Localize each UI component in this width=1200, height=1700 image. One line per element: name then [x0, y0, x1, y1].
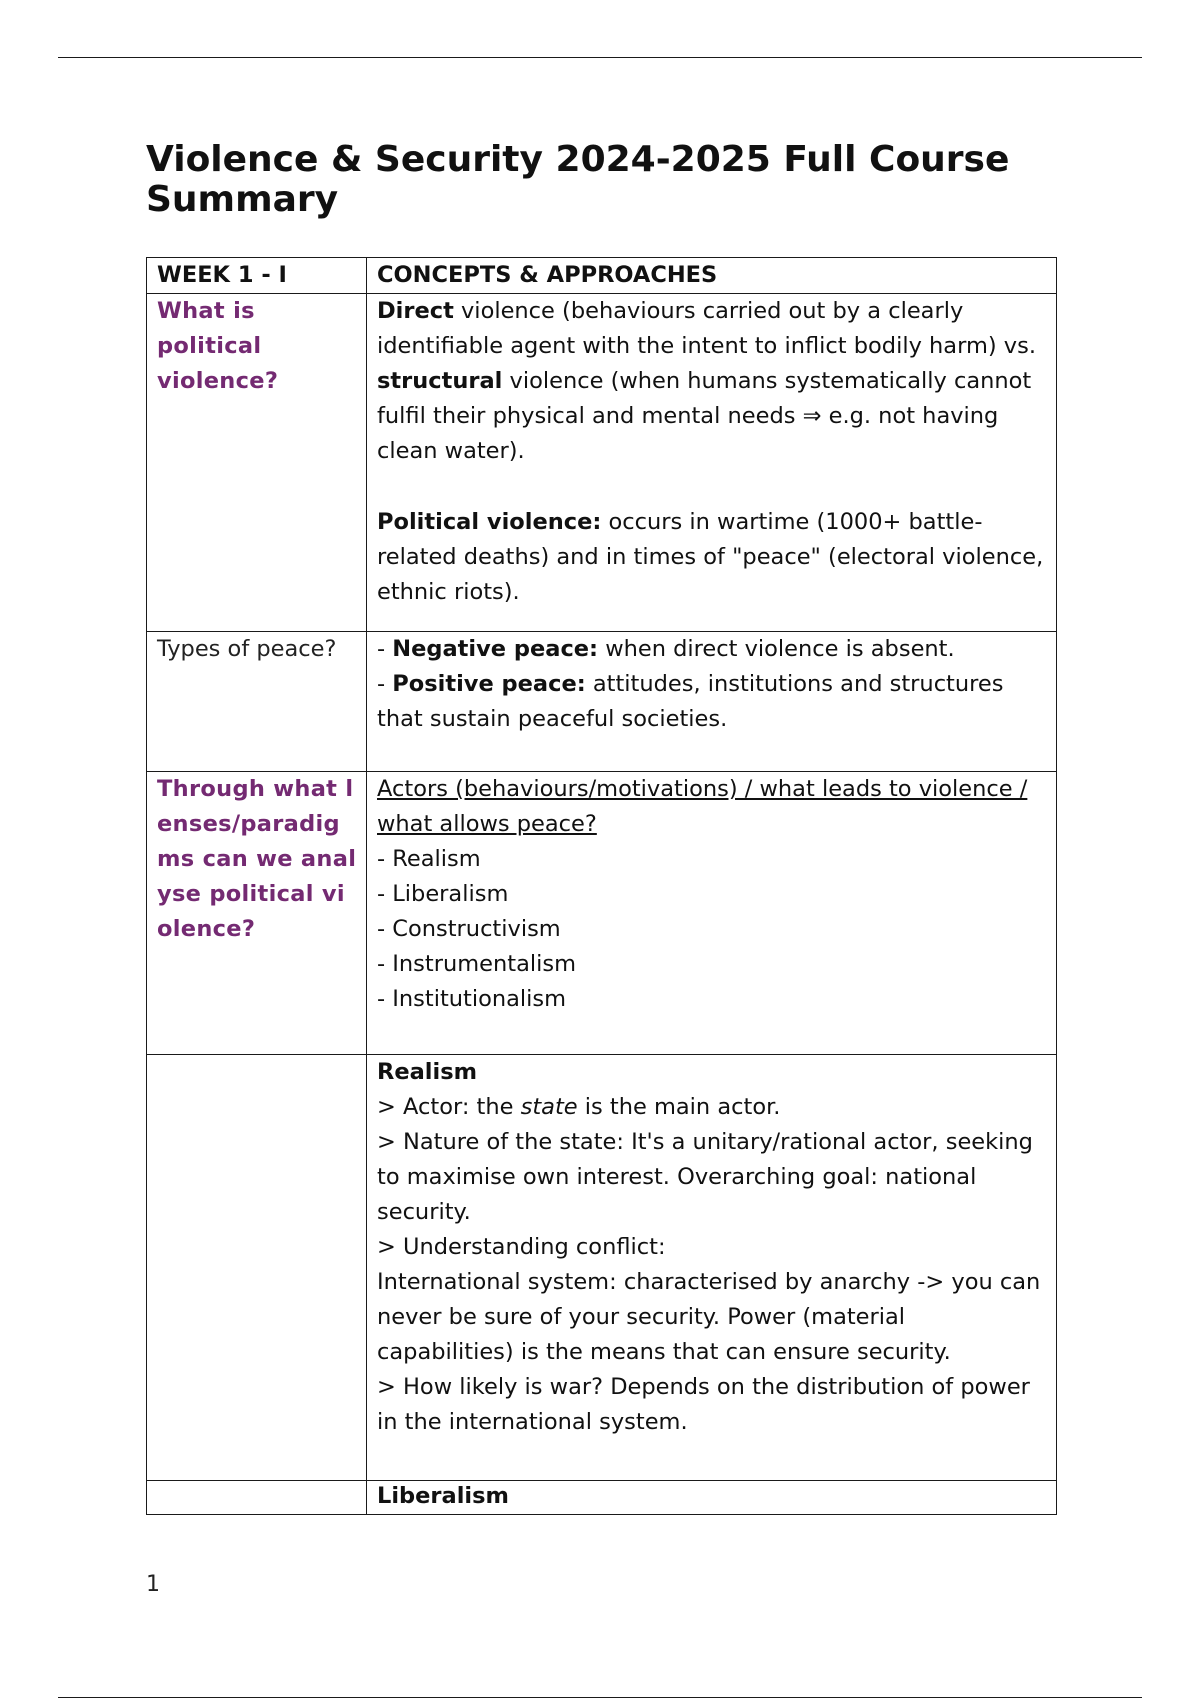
dash: -	[377, 671, 393, 697]
table-header-row	[147, 258, 1057, 294]
realism-heading	[377, 1055, 1048, 1090]
realism-war-line: > How likely is war? Depends on the distribution of power in the international system.	[377, 1374, 1030, 1435]
term-structural: structural	[377, 368, 503, 394]
negative-peace-line	[377, 632, 1048, 667]
answer-cell	[367, 1055, 1057, 1481]
direct-definition: violence (behaviours carried out by a clearly identifiable agent with the intent to inflict bodily harm) vs.	[377, 298, 1036, 359]
term-negative-peace: Negative peace:	[392, 636, 599, 662]
structural-definition: violence (when humans systematically cannot fulfil their physical and mental needs ⇒ e.g. not having clean water).	[377, 368, 1032, 464]
top-rule	[58, 57, 1142, 58]
liberalism-heading: Liberalism	[377, 1483, 509, 1509]
actor-prefix: > Actor: the	[377, 1094, 521, 1120]
realism-heading-text: Realism	[377, 1059, 478, 1085]
paradigm-item-institutionalism: - Institutionalism	[377, 986, 567, 1012]
term-positive-peace: Positive peace:	[392, 671, 586, 697]
positive-peace-line	[377, 667, 1048, 737]
actor-emphasis: state	[520, 1094, 578, 1120]
question-lenses-paradigms: Through what lenses/paradigms can we analyse political violence?	[147, 772, 367, 1055]
realism-actor-line	[377, 1090, 1048, 1125]
question-political-violence: What is political violence?	[147, 294, 367, 632]
topic-label: CONCEPTS & APPROACHES	[367, 258, 1057, 294]
answer-cell	[367, 294, 1057, 632]
table-row	[147, 772, 1057, 1055]
realism-conflict-line: > Understanding conflict:	[377, 1234, 666, 1260]
bottom-rule	[58, 1697, 1142, 1698]
political-violence-definition: occurs in wartime (1000+ battle-related deaths) and in times of "peace" (electoral violence, ethnic riots).	[377, 509, 1044, 605]
dash: -	[377, 636, 393, 662]
paradigm-item-instrumentalism: - Instrumentalism	[377, 951, 576, 977]
empty-cell	[147, 1055, 367, 1481]
table-row	[147, 1481, 1057, 1515]
summary-table	[146, 257, 1057, 1515]
answer-cell	[367, 632, 1057, 772]
term-direct: Direct	[377, 298, 454, 324]
violence-types-paragraph	[377, 294, 1048, 469]
table-row	[147, 632, 1057, 772]
negative-peace-definition: when direct violence is absent.	[598, 636, 955, 662]
term-political-violence: Political violence:	[377, 509, 602, 535]
positive-peace-definition: attitudes, institutions and structures that sustain peaceful societies.	[377, 671, 1004, 732]
answer-cell	[367, 1481, 1057, 1515]
page-title: Violence & Security 2024-2025 Full Course Summary	[146, 139, 1010, 220]
page-number: 1	[146, 1572, 160, 1597]
realism-system-line: International system: characterised by anarchy -> you can never be sure of your security. Power (material capabilities) is the means that can ensure security.	[377, 1269, 1041, 1365]
table-row	[147, 294, 1057, 632]
empty-cell	[147, 1481, 367, 1515]
paradigm-item-constructivism: - Constructivism	[377, 916, 561, 942]
realism-nature-line: > Nature of the state: It's a unitary/rational actor, seeking to maximise own interest. Overarching goal: national security.	[377, 1129, 1033, 1225]
spacer	[377, 469, 1048, 505]
political-violence-paragraph	[377, 505, 1048, 610]
question-types-of-peace: Types of peace?	[147, 632, 367, 772]
paradigm-item-realism: - Realism	[377, 846, 481, 872]
week-label: WEEK 1 - I	[147, 258, 367, 294]
actor-suffix: is the main actor.	[577, 1094, 781, 1120]
table-row	[147, 1055, 1057, 1481]
answer-cell	[367, 772, 1057, 1055]
paradigms-intro: Actors (behaviours/motivations) / what leads to violence / what allows peace?	[377, 776, 1028, 837]
paradigm-item-liberalism: - Liberalism	[377, 881, 509, 907]
